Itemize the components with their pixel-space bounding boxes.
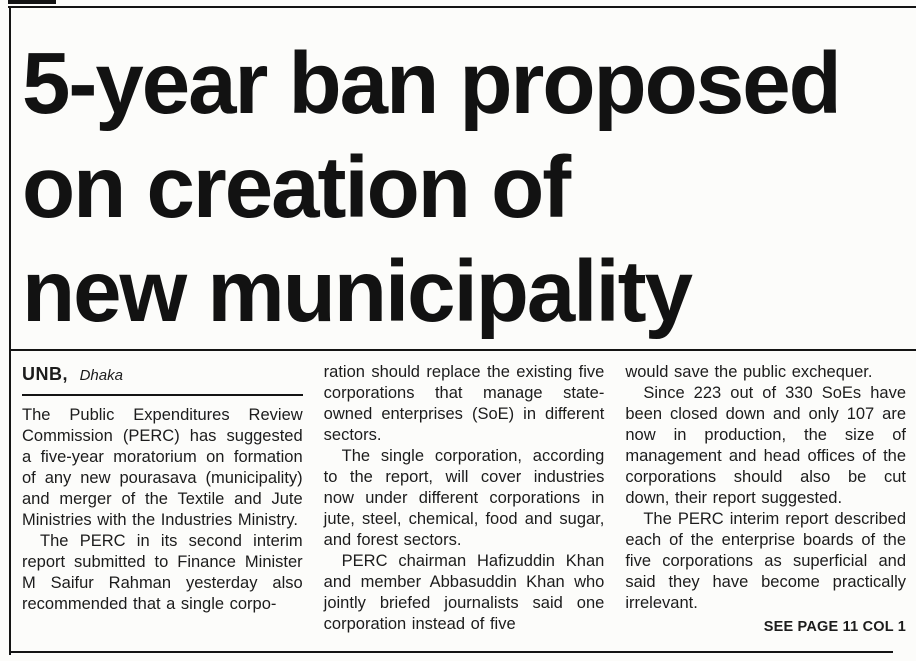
column-2-text <box>324 362 605 635</box>
paragraph: ration should replace the existing five corporations that manage state-owned enterprises (SoE) in different sectors. <box>323 363 605 444</box>
headline-line-2: on creation of <box>22 139 570 236</box>
left-rule <box>9 6 11 655</box>
byline-location: Dhaka <box>79 367 123 384</box>
headline-line-1: 5-year ban proposed <box>22 35 840 132</box>
paragraph: The PERC interim report described each of the enterprise boards of the five corporations as superficial and said they have become practically irrelevant. <box>625 510 907 612</box>
headline-divider <box>11 349 916 351</box>
top-rule <box>8 6 916 8</box>
paragraph: PERC chairman Hafizuddin Khan and member Abbasuddin Khan who jointly briefed journalists said one corporation instead of five <box>323 552 605 633</box>
column-1-text <box>22 405 303 615</box>
byline-divider <box>22 394 303 396</box>
continuation-note: SEE PAGE 11 COL 1 <box>763 619 907 635</box>
top-left-edge-mark <box>8 0 56 4</box>
paragraph: Since 223 out of 330 SoEs have been closed down and only 107 are now in production, the size of management and head offices of the corporations should also be cut down, their report suggested. <box>625 384 907 507</box>
byline <box>22 362 303 388</box>
article-column-1 <box>22 362 303 638</box>
paragraph: The PERC in its second interim report submitted to Finance Minister M Saifur Rahman yesterday also recommended that a single corpo- <box>22 532 303 613</box>
paragraph: would save the public exchequer. <box>625 363 873 381</box>
byline-agency: UNB, <box>22 364 68 384</box>
paragraph: The Public Expenditures Review Commission (PERC) has suggested a five-year moratorium on formation of any new pourasava (municipality) and merger of the Textile and Jute Ministries with the Industries Ministry. <box>22 406 303 529</box>
article-header <box>22 10 906 344</box>
paragraph: The single corporation, according to the report, will cover industries now under different corporations in jute, steel, chemical, food and sugar, and forest sectors. <box>323 447 605 549</box>
article-column-3 <box>625 362 906 638</box>
bottom-rule <box>9 651 893 653</box>
article-body <box>22 362 906 638</box>
headline-line-3: new municipality <box>22 243 691 340</box>
article-column-2 <box>324 362 605 638</box>
headline <box>22 32 906 344</box>
column-3-text <box>625 362 906 614</box>
